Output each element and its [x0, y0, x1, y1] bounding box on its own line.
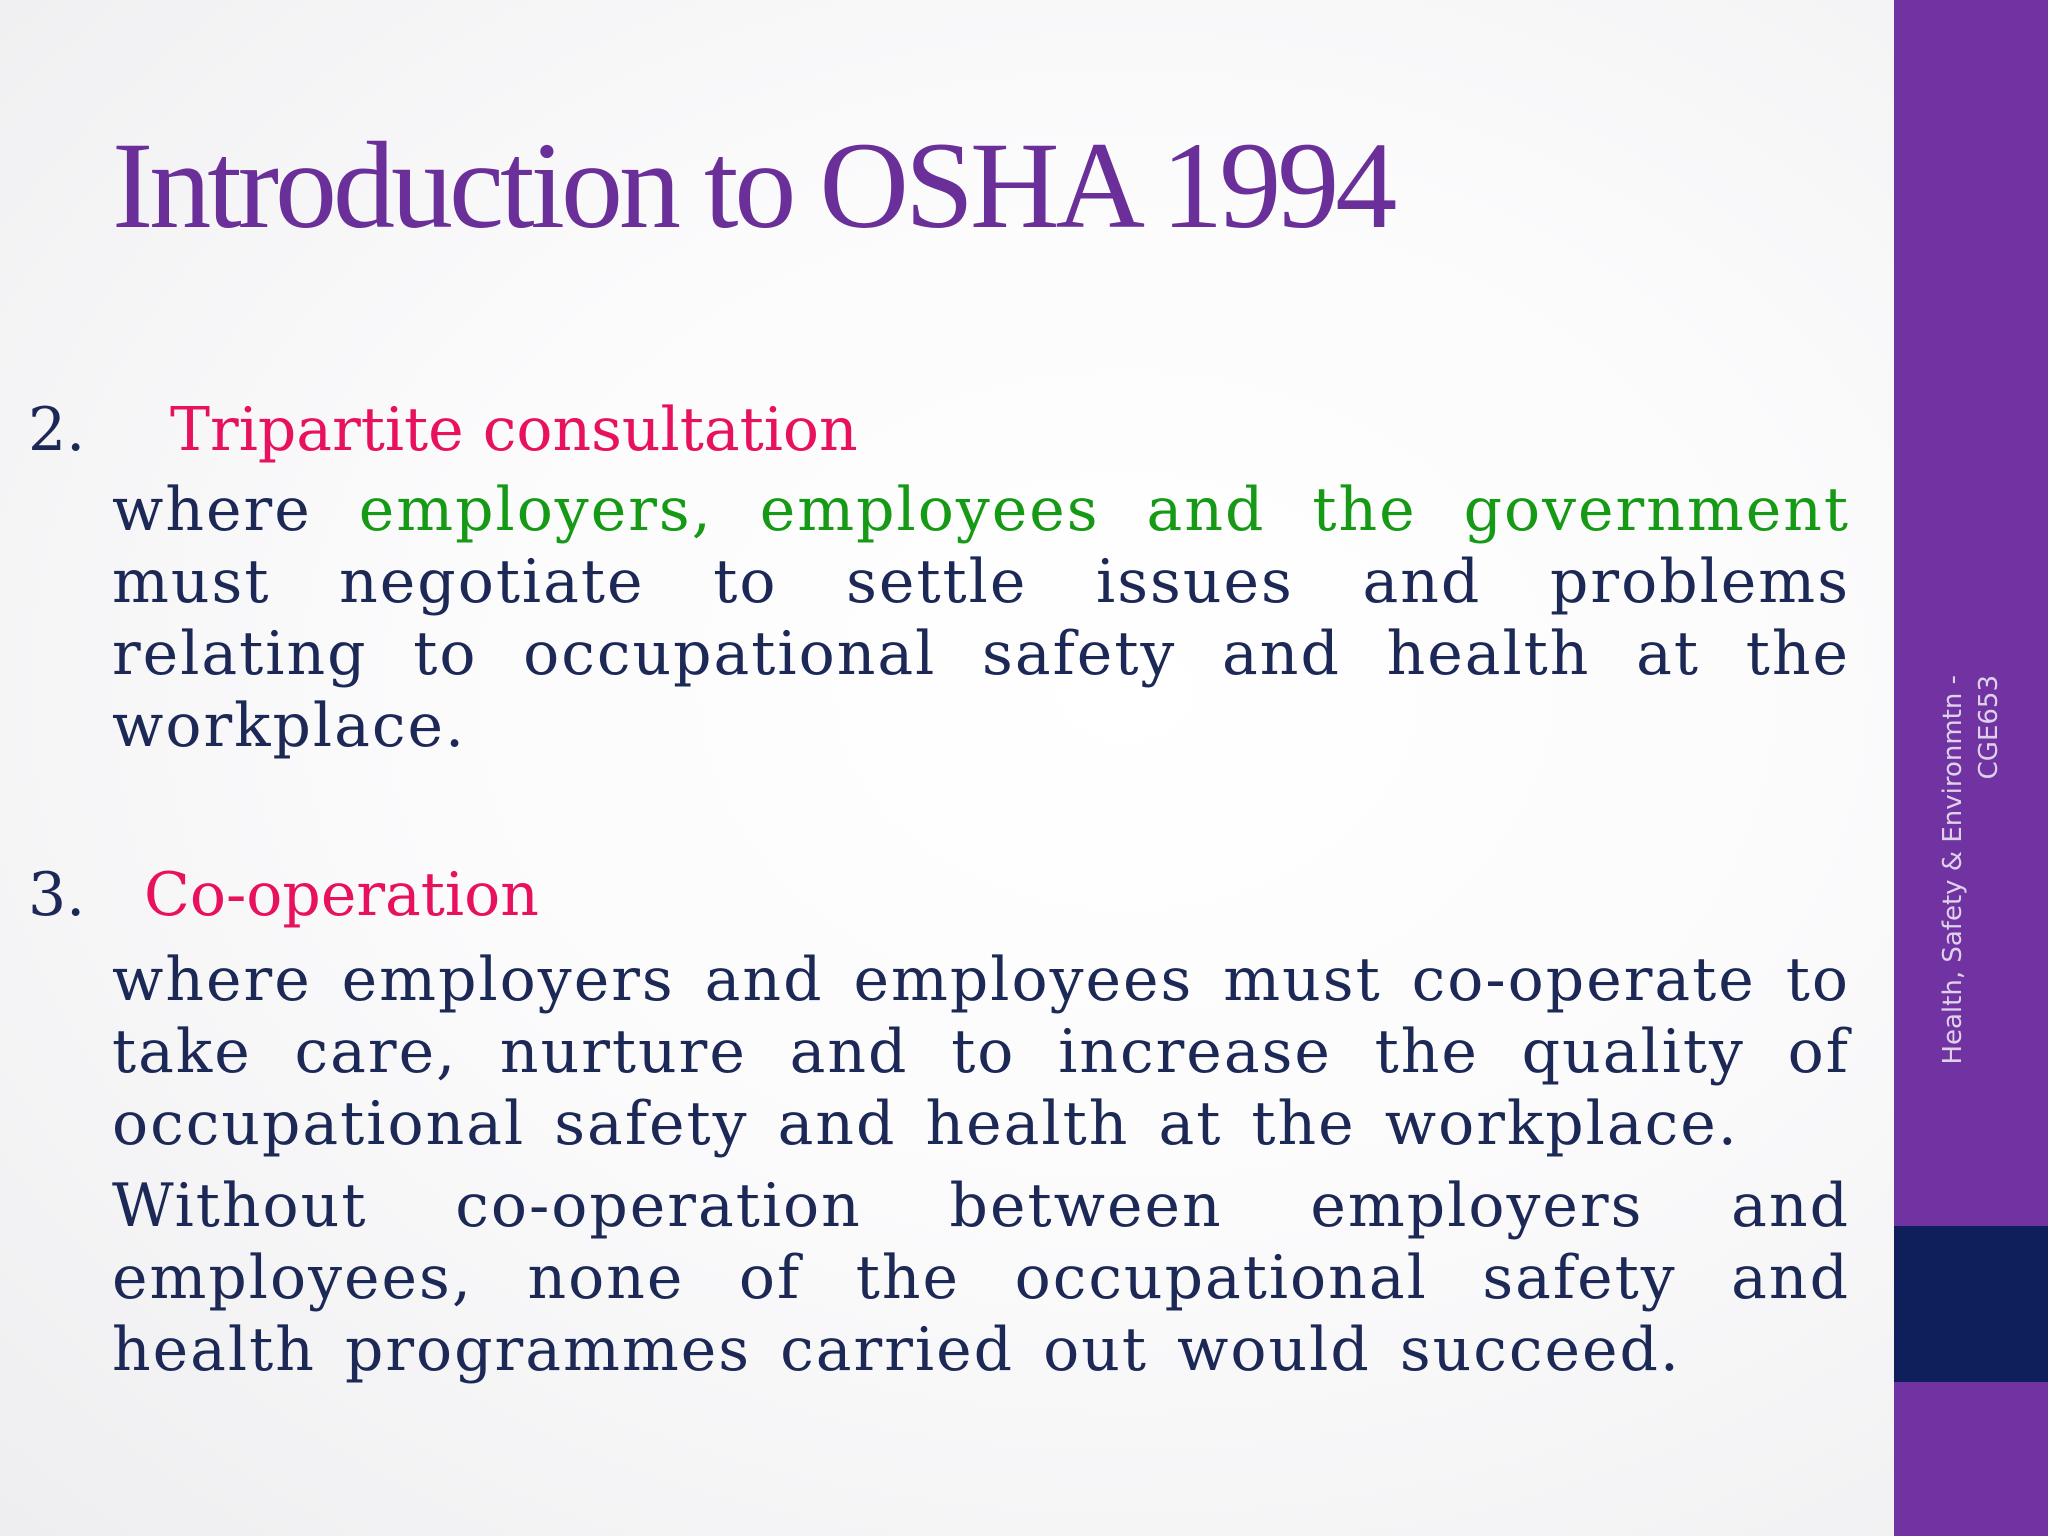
footer-line-2: CGE653	[1974, 675, 2004, 780]
item-heading-tripartite	[28, 395, 858, 465]
cooperation-consequence: Without co-operation between employers and employees, none of the occupational safety and health programmes carried out would succeed.	[112, 1171, 1850, 1385]
item-heading-label: Tripartite consultation	[170, 395, 858, 465]
slide-footer	[1894, 0, 2048, 1536]
item-number: 3.	[28, 860, 86, 930]
highlighted-parties: employers, employees and the government	[358, 475, 1850, 545]
footer-rotated-text	[1935, 675, 2007, 1135]
item-heading-cooperation	[28, 860, 539, 930]
item-heading-label: Co-operation	[144, 860, 539, 930]
text-segment: must negotiate to settle issues and problems relating to occupational safety and health at the workplace.	[112, 547, 1850, 761]
slide-title: Introduction to OSHA 1994	[112, 117, 1394, 254]
item-number: 2.	[28, 395, 86, 465]
tripartite-description	[112, 474, 1850, 762]
footer-line-1: Health, Safety & Environmtn -	[1938, 675, 1968, 1065]
text-segment: where	[112, 475, 359, 545]
cooperation-description: where employers and employees must co-operate to take care, nurture and to increase the quality of occupational safety and health at the workplace.	[112, 945, 1850, 1159]
